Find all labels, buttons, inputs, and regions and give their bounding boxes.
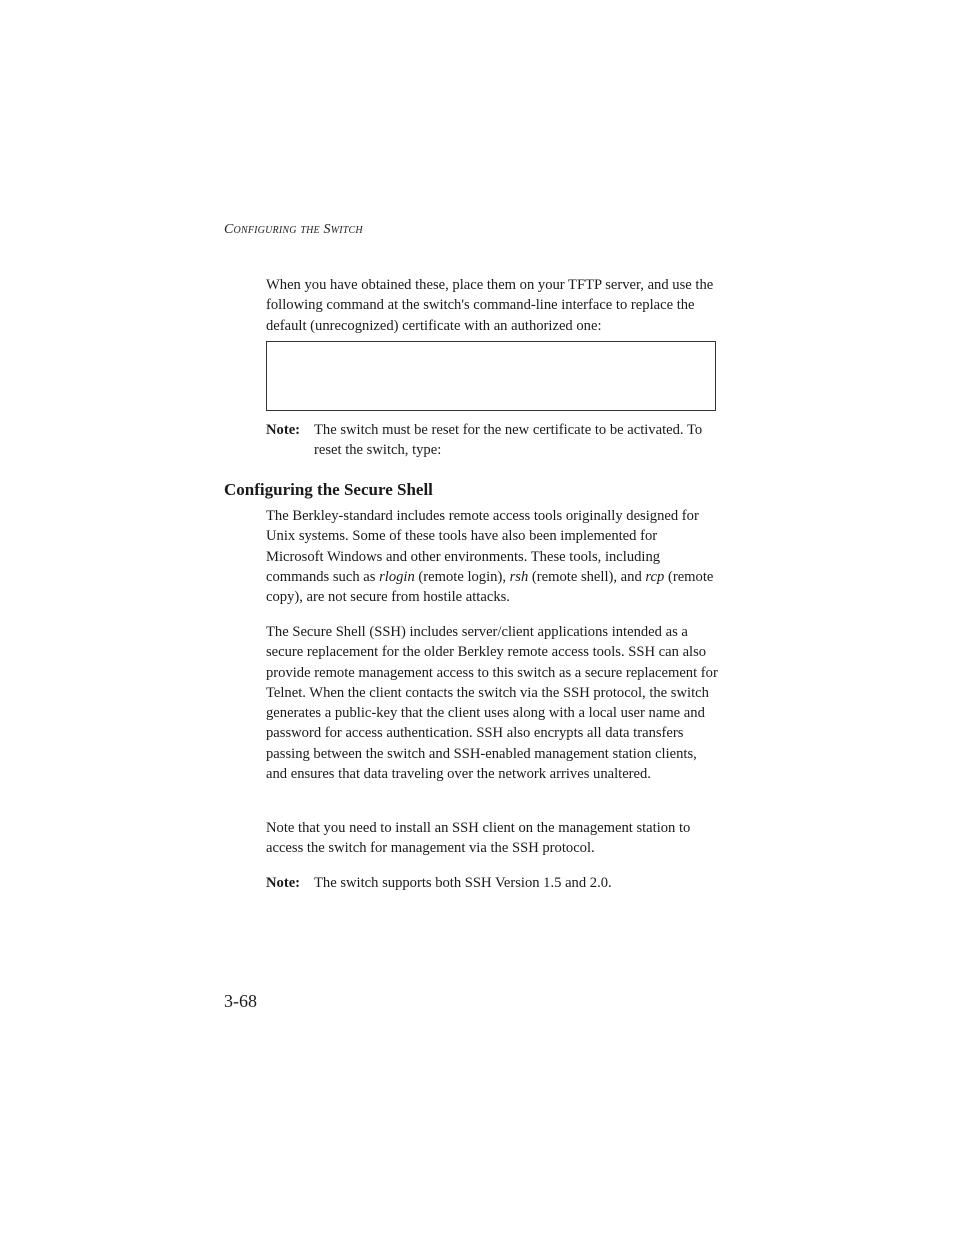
- paragraph-text: (remote copy), are not secure from hostile attacks.: [266, 568, 714, 606]
- section-heading: Configuring the Secure Shell: [224, 480, 433, 499]
- note-text: The switch supports both SSH Version 1.5 and 2.0.: [314, 875, 612, 891]
- page-number: 3-68: [224, 991, 257, 1011]
- note-label: Note:: [266, 875, 301, 891]
- command-rlogin: rlogin: [379, 568, 415, 585]
- intro-paragraph: When you have obtained these, place them on your TFTP server, and use the following command at the switch's command-line interface to replace the default (unrecognized) certificate with an authorized one:: [266, 277, 714, 334]
- command-rsh: rsh: [509, 568, 529, 585]
- paragraph-client: Note that you need to install an SSH client on the management station to access the switch for management via the SSH protocol.: [266, 820, 691, 857]
- note-reset: [266, 420, 718, 461]
- paragraph-text: (remote login),: [414, 568, 510, 585]
- note-text: The switch must be reset for the new certificate to be activated. To reset the switch, type:: [314, 422, 703, 459]
- command-box: [266, 341, 716, 411]
- command-rcp: rcp: [645, 568, 665, 585]
- paragraph-text: (remote shell), and: [528, 568, 646, 585]
- paragraph-text: The Berkley-standard includes remote access tools originally designed for Unix systems. Some of these tools have also been implemented for Microsoft Windows and other environments. These tools, including commands such as: [266, 508, 699, 585]
- note-ssh-version: [266, 873, 718, 893]
- running-head: Configuring the Switch: [224, 222, 363, 237]
- paragraph-berkley: [266, 506, 718, 607]
- paragraph-ssh: The Secure Shell (SSH) includes server/client applications intended as a secure replacement for the older Berkley remote access tools. SSH can also provide remote management access to this switch as a secure replacement for Telnet. When the client contacts the switch via the SSH protocol, the switch generates a public-key that the client uses along with a local user name and password for access authentication. SSH also encrypts all data transfers passing between the switch and SSH-enabled management station clients, and ensures that data traveling over the network arrives unaltered.: [266, 624, 718, 783]
- note-label: Note:: [266, 422, 301, 438]
